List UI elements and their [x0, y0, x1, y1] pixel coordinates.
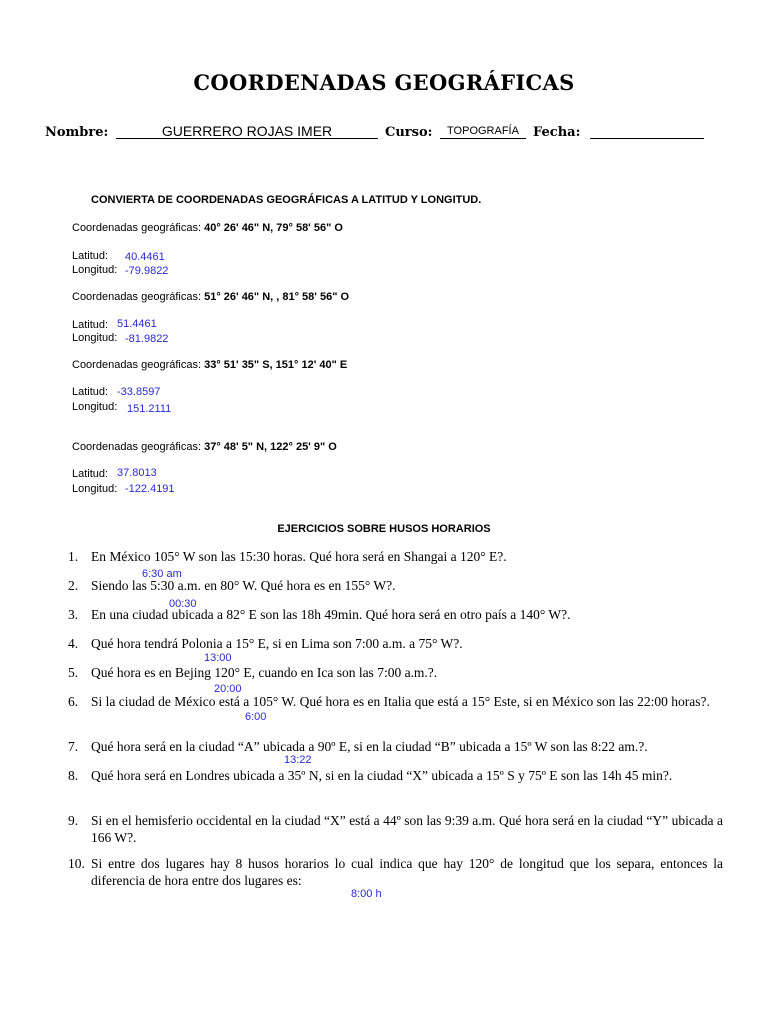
lon-label: Longitud: — [72, 332, 118, 344]
question-number: 4. — [68, 636, 79, 651]
lat-label: Latitud: — [72, 250, 109, 262]
coord-line-1 — [72, 222, 343, 234]
question-number: 2. — [68, 578, 79, 593]
question-number: 9. — [68, 813, 79, 828]
coord-label: Coordenadas geográficas: — [72, 359, 202, 371]
question-text: Qué hora será en Londres ubicada a 35º N, si en la ciudad “X” ubicada a 15º S y 75º E son las 14h 45 min?. — [91, 768, 673, 783]
curso-field[interactable]: TOPOGRAFÍA — [440, 124, 526, 139]
question-text: Qué hora tendrá Polonia a 15° E, si en Lima son 7:00 a.m. a 75° W?. — [91, 636, 463, 651]
fecha-field[interactable] — [590, 124, 704, 139]
page-title: COORDENADAS GEOGRÁFICAS — [193, 70, 575, 95]
lon-label: Longitud: — [72, 401, 118, 413]
coord-value: 33° 51' 35" S, 151° 12' 40" E — [204, 359, 348, 371]
question-text: Si la ciudad de México está a 105° W. Qué hora es en Italia que está a 15° Este, si en México son las 22:00 horas?. — [91, 694, 710, 709]
coord-label: Coordenadas geográficas: — [72, 291, 202, 303]
coord-line-3 — [72, 359, 347, 371]
lon-answer: 151.2111 — [127, 403, 172, 415]
answer: 6:00 — [245, 711, 267, 723]
answer: 13:22 — [284, 754, 312, 766]
question-text: En una ciudad ubicada a 82° E son las 18h 49min. Qué hora será en otro país a 140° W?. — [91, 607, 571, 622]
answer: 6:30 am — [142, 568, 182, 580]
question-text: En México 105° W son las 15:30 horas. Qué hora será en Shangai a 120° E?. — [91, 549, 507, 564]
question-number: 6. — [68, 694, 79, 709]
section2-heading: EJERCICIOS SOBRE HUSOS HORARIOS — [277, 523, 491, 535]
coord-value: 51° 26' 46" N, , 81° 58' 56" O — [204, 291, 350, 303]
question-number: 8. — [68, 768, 79, 783]
nombre-field[interactable]: GUERRERO ROJAS IMER — [116, 124, 378, 139]
answer: 20:00 — [214, 683, 242, 695]
answer: 8:00 h — [351, 888, 382, 900]
question-text: Qué hora será en la ciudad “A” ubicada a 90º E, si en la ciudad “B” ubicada a 15º W son las 8:22 am.?. — [91, 739, 648, 754]
coord-label: Coordenadas geográficas: — [72, 441, 202, 453]
fecha-label: Fecha: — [533, 125, 581, 140]
lat-label: Latitud: — [72, 386, 109, 398]
lat-answer: 40.4461 — [125, 251, 165, 263]
nombre-label: Nombre: — [45, 125, 109, 140]
lon-label: Longitud: — [72, 264, 118, 276]
question-text: Qué hora es en Bejing 120° E, cuando en Ica son las 7:00 a.m.?. — [91, 665, 438, 680]
section1-heading: CONVIERTA DE COORDENADAS GEOGRÁFICAS A LATITUD Y LONGITUD. — [91, 194, 482, 206]
coord-line-2 — [72, 291, 349, 303]
answer: 13:00 — [204, 652, 232, 664]
question-text: Siendo las 5:30 a.m. en 80° W. Qué hora es en 155° W?. — [91, 578, 396, 593]
question-number: 1. — [68, 549, 79, 564]
lat-label: Latitud: — [72, 319, 109, 331]
question-text: Si entre dos lugares hay 8 husos horarios lo cual indica que hay 120° de longitud que los separa, entonces la diferencia de hora entre dos lugares es: — [91, 856, 723, 888]
question-text: Si en el hemisferio occidental en la ciudad “X” está a 44º son las 9:39 a.m. Qué hora será en la ciudad “Y” ubicada a 166 W?. — [91, 813, 723, 845]
coord-line-4 — [72, 441, 337, 453]
lat-answer: 37.8013 — [117, 467, 157, 479]
coord-value: 40° 26' 46" N, 79° 58' 56" O — [204, 222, 343, 234]
curso-label: Curso: — [385, 125, 433, 140]
question-number: 7. — [68, 739, 79, 754]
lon-answer: -122.4191 — [125, 483, 175, 495]
lat-label: Latitud: — [72, 468, 109, 480]
lat-answer: 51.4461 — [117, 318, 157, 330]
answer: 00:30 — [169, 598, 197, 610]
question-number: 10. — [68, 856, 85, 871]
question-number: 3. — [68, 607, 79, 622]
lat-answer: -33.8597 — [117, 386, 161, 398]
question-number: 5. — [68, 665, 79, 680]
lon-answer: -79.9822 — [125, 265, 169, 277]
coord-label: Coordenadas geográficas: — [72, 222, 202, 234]
coord-value: 37° 48' 5" N, 122° 25' 9" O — [204, 441, 337, 453]
lon-answer: -81.9822 — [125, 333, 169, 345]
lon-label: Longitud: — [72, 483, 118, 495]
